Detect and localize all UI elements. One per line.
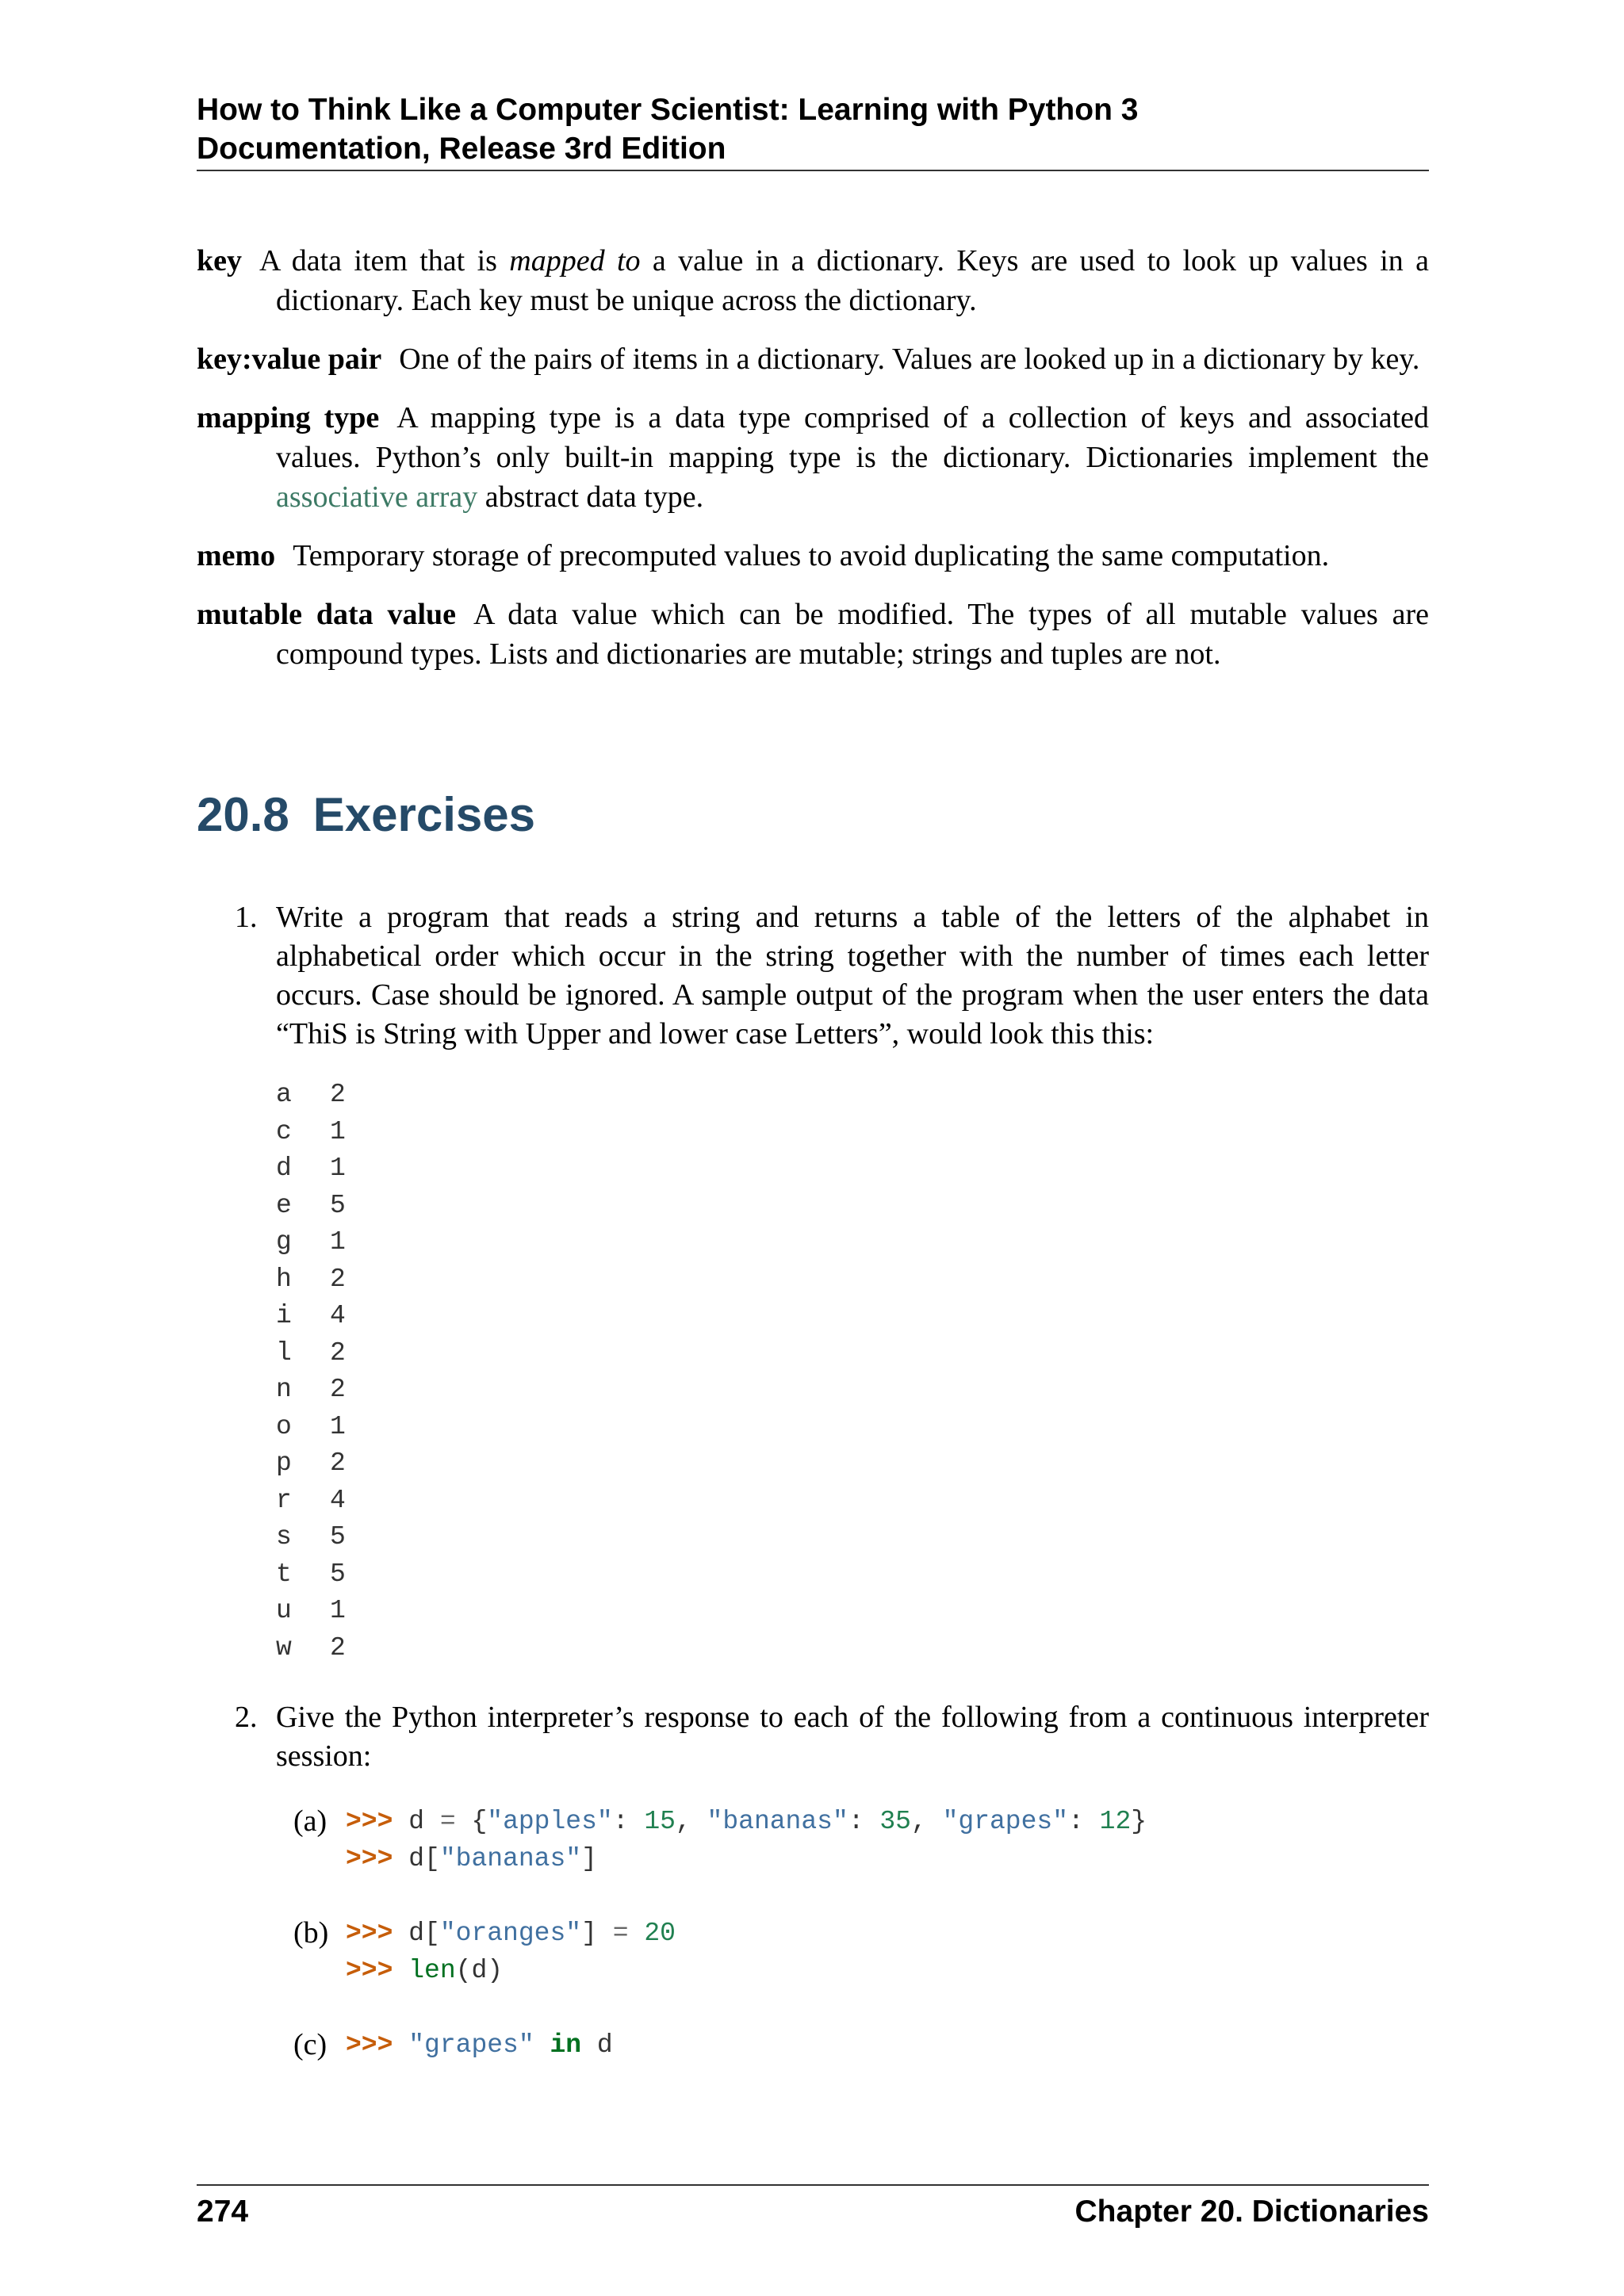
code-text xyxy=(393,1956,408,1985)
sample-output-row xyxy=(276,1519,346,1556)
section-heading xyxy=(197,786,535,844)
sample-count: 1 xyxy=(330,1116,346,1146)
section-title: Exercises xyxy=(312,788,536,841)
running-header xyxy=(197,90,1429,168)
sample-letter: s xyxy=(276,1522,292,1552)
string-token: "bananas" xyxy=(707,1807,848,1836)
page-number: 274 xyxy=(197,2195,249,2229)
page xyxy=(197,0,1429,2296)
sample-output xyxy=(276,1077,346,1667)
prompt-token: >>> xyxy=(346,1956,393,1985)
sample-output-row xyxy=(276,1188,346,1225)
string-token: "grapes" xyxy=(408,2030,534,2060)
glossary-term: mutable data value xyxy=(197,598,457,631)
sample-output-row xyxy=(276,1335,346,1372)
sample-output-row xyxy=(276,1261,346,1299)
sample-count: 2 xyxy=(330,1448,346,1478)
header-rule xyxy=(197,170,1429,171)
sample-count: 2 xyxy=(330,1337,346,1368)
code-text: d xyxy=(393,1807,440,1836)
sample-output-row xyxy=(276,1409,346,1446)
number-token: 35 xyxy=(879,1807,911,1836)
sample-count: 2 xyxy=(330,1375,346,1404)
string-token: "apples" xyxy=(487,1807,613,1836)
code-text: ] xyxy=(581,1844,597,1873)
sample-letter: h xyxy=(276,1264,292,1294)
code-line xyxy=(346,1952,676,1989)
sample-letter: g xyxy=(276,1227,292,1257)
sample-letter: d xyxy=(276,1154,292,1183)
code-text: : xyxy=(612,1807,645,1836)
sample-count: 1 xyxy=(330,1154,346,1183)
code-block xyxy=(346,1915,676,1989)
subpart-label: (c) xyxy=(293,2028,327,2061)
number-token: 20 xyxy=(644,1919,676,1948)
sample-output-row xyxy=(276,1556,346,1594)
sample-output-row xyxy=(276,1483,346,1520)
glossary-definition: A data item that is xyxy=(259,244,510,277)
code-text: d[ xyxy=(393,1919,440,1948)
sample-output-row xyxy=(276,1445,346,1483)
sample-output-row xyxy=(276,1298,346,1335)
sample-count: 1 xyxy=(330,1227,346,1257)
sample-count: 4 xyxy=(330,1485,346,1515)
sample-letter: u xyxy=(276,1596,292,1625)
code-text: (d) xyxy=(455,1956,504,1985)
sample-output-row xyxy=(276,1224,346,1261)
number-token: 12 xyxy=(1099,1807,1132,1836)
sample-letter: e xyxy=(276,1190,292,1220)
prompt-token: >>> xyxy=(346,1807,393,1836)
glossary-term: mapping type xyxy=(197,401,380,434)
builtin-token: len xyxy=(408,1956,456,1985)
exercise-text: Give the Python interpreter’s response to each of the following from a continuous interpreter session: xyxy=(276,1701,1429,1773)
sample-letter: o xyxy=(276,1411,292,1441)
sample-letter: p xyxy=(276,1448,292,1478)
sample-count: 2 xyxy=(330,1080,346,1109)
sample-output-row xyxy=(276,1077,346,1114)
associative-array-link[interactable]: associative array xyxy=(276,480,478,514)
sample-count: 2 xyxy=(330,1632,346,1663)
sample-output-row xyxy=(276,1372,346,1409)
glossary-entry-key xyxy=(197,241,1429,320)
glossary-definition: One of the pairs of items in a dictionary. Values are looked up in a dictionary by key. xyxy=(399,342,1420,376)
subpart-label: (a) xyxy=(293,1804,327,1838)
footer-rule xyxy=(197,2184,1429,2186)
exercise-text: Write a program that reads a string and returns a table of the letters of the alphabet in alphabetical order which occur in the string together with the number of times each letter occurs. Case should be ignored. A sample output of the program when the user enters the data “ThiS is String with Upper and lower case Letters”, would look this this: xyxy=(276,901,1429,1050)
glossary-emphasis: mapped to xyxy=(509,244,641,277)
code-text: : xyxy=(1068,1807,1100,1836)
header-title-line1: How to Think Like a Computer Scientist: Learning with Python 3 xyxy=(197,93,1139,127)
code-text: , xyxy=(675,1807,707,1836)
sample-count: 4 xyxy=(330,1301,346,1330)
code-line xyxy=(346,1803,1147,1840)
code-text: , xyxy=(910,1807,943,1836)
sample-output-row xyxy=(276,1630,346,1667)
sample-letter: i xyxy=(276,1301,292,1330)
subpart-label: (b) xyxy=(293,1916,329,1950)
glossary-entry-key-value-pair xyxy=(197,339,1429,379)
code-text: d[ xyxy=(393,1844,440,1873)
code-line xyxy=(346,2026,613,2064)
sample-count: 5 xyxy=(330,1522,346,1552)
code-text xyxy=(629,1919,645,1948)
glossary-term: key xyxy=(197,244,242,277)
operator-token: = xyxy=(439,1807,456,1836)
section-number: 20.8 xyxy=(197,788,289,841)
code-line xyxy=(346,1915,676,1952)
glossary-definition: abstract data type. xyxy=(477,480,704,514)
string-token: "oranges" xyxy=(439,1919,582,1948)
code-text: d xyxy=(581,2030,613,2060)
sample-count: 5 xyxy=(330,1559,346,1589)
sample-letter: r xyxy=(276,1485,292,1515)
operator-token: = xyxy=(612,1919,629,1948)
sample-letter: n xyxy=(276,1375,292,1404)
string-token: "bananas" xyxy=(439,1844,582,1873)
code-text: ] xyxy=(581,1919,613,1948)
glossary-entry-mutable-data-value xyxy=(197,595,1429,674)
glossary-entry-memo xyxy=(197,536,1429,576)
sample-letter: a xyxy=(276,1080,292,1109)
sample-letter: w xyxy=(276,1632,292,1663)
glossary-definition: a value in a dictionary. Keys are used to look up values in a dictionary. Each key must be unique across the dictionary. xyxy=(276,244,1429,317)
chapter-title: Chapter 20. Dictionaries xyxy=(1074,2195,1429,2229)
sample-output-row xyxy=(276,1593,346,1630)
prompt-token: >>> xyxy=(346,2030,393,2060)
string-token: "grapes" xyxy=(942,1807,1069,1836)
prompt-token: >>> xyxy=(346,1844,393,1873)
prompt-token: >>> xyxy=(346,1919,393,1948)
keyword-token: in xyxy=(550,2030,582,2060)
sample-output-row xyxy=(276,1114,346,1151)
glossary-term: key:value pair xyxy=(197,342,382,376)
code-text: : xyxy=(848,1807,880,1836)
sample-letter: c xyxy=(276,1116,292,1146)
code-text: } xyxy=(1131,1807,1147,1836)
exercise-number: 2. xyxy=(235,1701,258,1734)
code-text xyxy=(393,2030,408,2060)
sample-count: 1 xyxy=(330,1596,346,1625)
code-block xyxy=(346,1803,1147,1877)
glossary-term: memo xyxy=(197,539,276,572)
sample-letter: t xyxy=(276,1559,292,1589)
code-text xyxy=(534,2030,550,2060)
glossary-definition: A data value which can be modified. The types of all mutable values are compound types. Lists and dictionaries are mutable; strings and tuples are not. xyxy=(276,598,1429,671)
sample-letter: l xyxy=(276,1337,292,1368)
glossary-list xyxy=(197,241,1429,693)
glossary-definition: A mapping type is a data type comprised of a collection of keys and associated values. Python’s only built-in mapping type is the dictionary. Dictionaries implement the xyxy=(276,401,1429,474)
sample-count: 1 xyxy=(330,1411,346,1441)
code-line xyxy=(346,1840,1147,1877)
sample-count: 2 xyxy=(330,1264,346,1294)
glossary-definition: Temporary storage of precomputed values to avoid duplicating the same computation. xyxy=(293,539,1330,572)
glossary-entry-mapping-type xyxy=(197,398,1429,517)
sample-count: 5 xyxy=(330,1190,346,1220)
sample-output-row xyxy=(276,1150,346,1188)
header-title-line2: Documentation, Release 3rd Edition xyxy=(197,132,726,166)
code-block xyxy=(346,2026,613,2064)
number-token: 15 xyxy=(644,1807,676,1836)
exercise-number: 1. xyxy=(235,901,258,934)
code-text: { xyxy=(455,1807,488,1836)
